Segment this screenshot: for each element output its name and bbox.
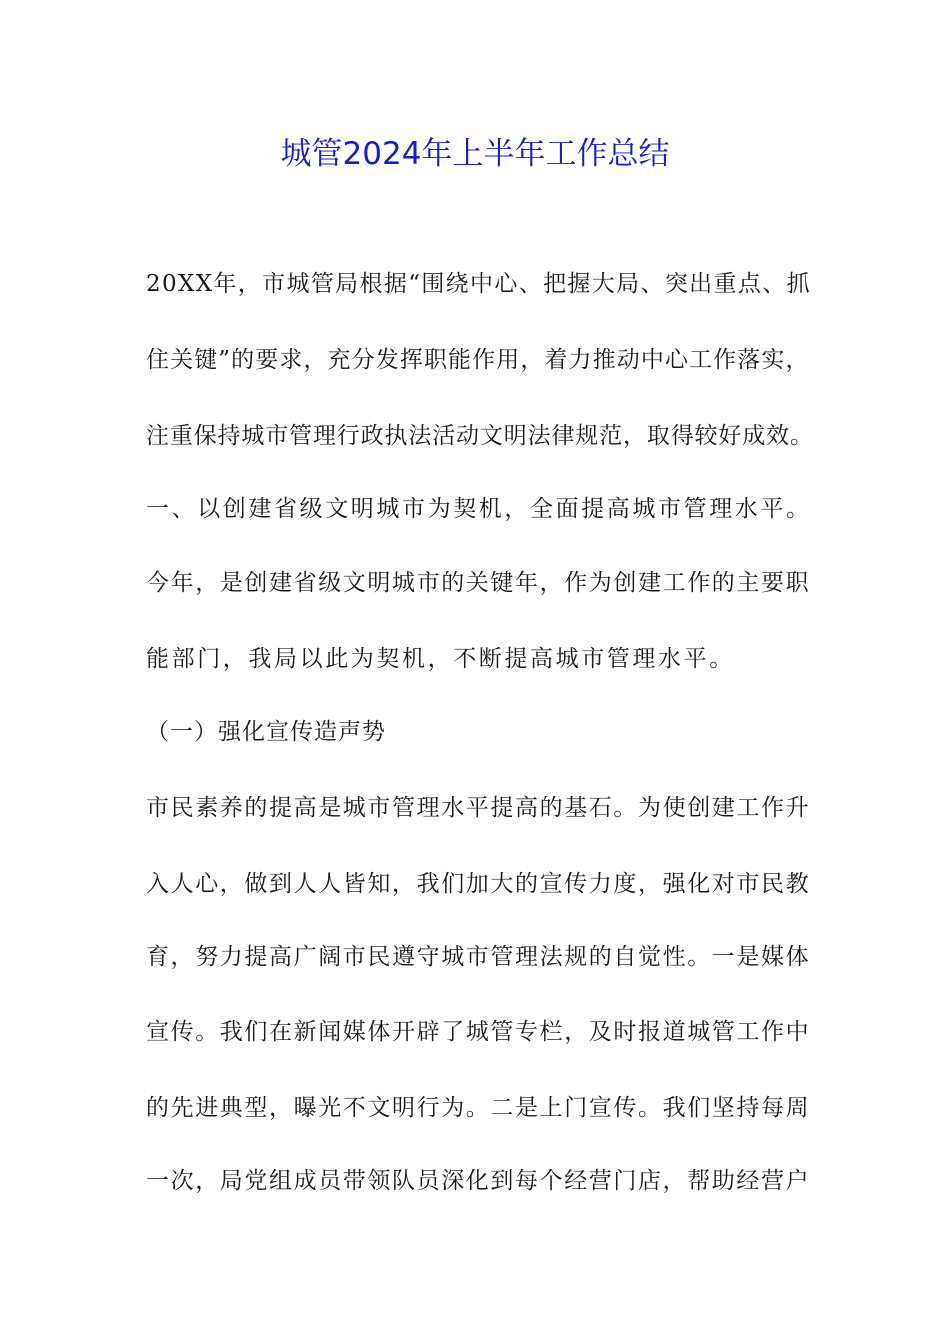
body-line-6: 能部门，我局以此为契机，不断提高城市管理水平。 xyxy=(146,646,735,672)
document-title: 城管2024年上半年工作总结 xyxy=(280,136,670,172)
section-heading-1: 一、以创建省级文明城市为契机，全面提高城市管理水平。 xyxy=(146,496,812,522)
body-line-12: 的先进典型，曝光不文明行为。二是上门宣传。我们坚持每周 xyxy=(146,1095,811,1121)
body-line-5: 今年，是创建省级文明城市的关键年，作为创建工作的主要职 xyxy=(146,570,811,596)
body-line-13: 一次，局党组成员带领队员深化到每个经营门店，帮助经营户 xyxy=(146,1168,811,1194)
body-line-3: 注重保持城市管理行政执法活动文明法律规范，取得较好成效。 xyxy=(146,423,814,449)
body-line-11: 宣传。我们在新闻媒体开辟了城管专栏，及时报道城管工作中 xyxy=(146,1019,811,1045)
body-line-8: 市民素养的提高是城市管理水平提高的基石。为使创建工作升 xyxy=(146,795,811,821)
body-line-9: 入人心，做到人人皆知，我们加大的宣传力度，强化对市民教 xyxy=(146,871,811,897)
subsection-heading-1: （一）强化宣传造声势 xyxy=(146,719,386,745)
body-line-1: 20XX年，市城管局根据“围绕中心、把握大局、突出重点、抓 xyxy=(146,271,811,297)
body-line-10: 育，努力提高广阔市民遵守城市管理法规的自觉性。一是媒体 xyxy=(146,944,811,970)
body-line-2: 住关键”的要求，充分发挥职能作用，着力推动中心工作落实， xyxy=(146,347,810,373)
